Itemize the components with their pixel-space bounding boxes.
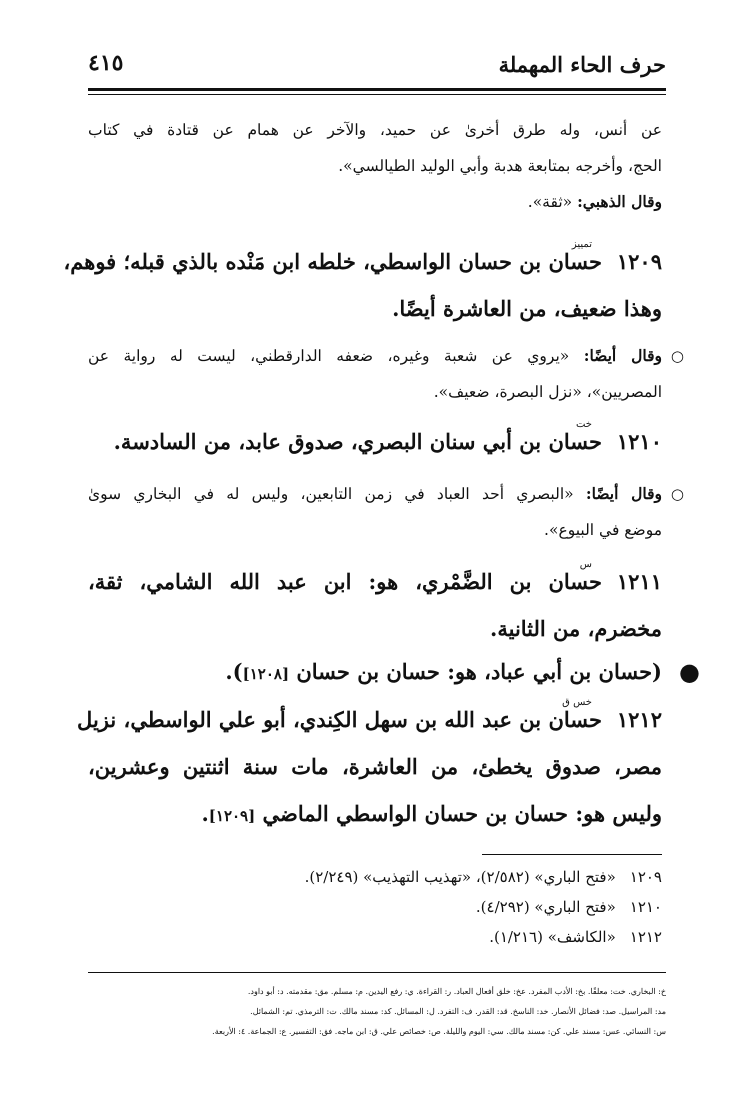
entry-name — [548, 696, 602, 743]
circle-bullet-icon: ○ — [670, 347, 684, 365]
carryover-line: الحج، وأخرجه بمتابعة هدبة وأبي الوليد الطيالسي». — [338, 157, 662, 175]
note-text: «البصري أحد العباد في زمن التابعين، وليس له في البخاري سوىٰ — [88, 485, 574, 503]
circle-bullet-icon: ○ — [670, 485, 684, 503]
note-line: المصريين»، «نزل البصرة، ضعيف». — [433, 383, 662, 401]
header-rule-thick — [88, 88, 666, 91]
entry-line: مصر، صدوق يخطئ، من العاشرة، مات سنة اثنتين وعشرين، — [88, 754, 662, 779]
note-label: وقال أيضًا: — [583, 346, 663, 365]
running-title: حرف الحاء المهملة — [498, 52, 666, 77]
name-text: حسان — [548, 249, 602, 274]
entry-line — [88, 790, 662, 840]
entry-1211 — [88, 558, 662, 652]
entry-text: وليس هو: حسان بن حسان الواسطي الماضي — [262, 801, 662, 826]
cross-reference-number: [١٢٠٨] — [242, 665, 290, 683]
note-label: وقال الذهبي: — [577, 192, 662, 211]
symbols-key-line: س: النسائي. عس: مسند علي. كن: مسند مالك. سي: اليوم والليلة. ص: خصائص علي. ق: ابن ماجه. فق: التفسير. ع: الجماعة. ٤: الأربعة. — [212, 1027, 666, 1036]
footnote-number: ١٢١٢ — [629, 928, 662, 946]
cross-reference-number: [١٢٠٩] — [208, 807, 256, 825]
entry-text: بن عبد الله بن سهل الكِندي، أبو علي الواسطي، نزيل — [77, 707, 542, 732]
footnote-text: «فتح الباري» (٢/٥٨٢)، «تهذيب التهذيب» (٢/٢٤٩). — [304, 868, 616, 886]
symbols-key — [88, 982, 666, 1042]
header-rule-thin — [88, 94, 666, 95]
cross-reference-end: ). — [225, 659, 243, 684]
rumuz-symbol: خس ق — [562, 697, 592, 708]
entry-number: ١٢٠٩ — [616, 249, 662, 274]
carryover-line: عن أنس، وله طرق أخرىٰ عن حميد، والآخر عن همام عن قتادة في كتاب — [88, 121, 662, 139]
rumuz-symbol: تمييز — [571, 239, 592, 250]
entry-number: ١٢١٠ — [616, 429, 662, 454]
name-text: حسان — [548, 569, 603, 594]
footnote-number: ١٢٠٩ — [629, 868, 662, 886]
entry-line: مخضرم، من الثانية. — [490, 616, 662, 641]
footnotes — [88, 862, 662, 952]
entry-text: بن حسان الواسطي، خلطه ابن مَنْده بالذي قبله؛ فوهم، — [63, 249, 542, 274]
footnote-item — [88, 862, 662, 892]
page-number: ٤١٥ — [88, 50, 124, 76]
rumuz-symbol: خت — [575, 419, 592, 430]
entry-end: . — [201, 801, 209, 826]
carryover-paragraph — [88, 112, 662, 220]
footnote-item — [88, 892, 662, 922]
cross-reference-text: (حسان بن أبي عباد، هو: حسان بن حسان — [296, 659, 662, 684]
note-line: موضع في البيوع». — [544, 521, 662, 539]
page-header — [88, 44, 666, 84]
entry-text: بن الضَّمْري، هو: ابن عبد الله الشامي، ثقة، — [88, 569, 532, 594]
entry-1209 — [63, 238, 662, 332]
entry-1212 — [77, 696, 662, 840]
entry-heading — [88, 558, 662, 605]
note-text: «يروي عن شعبة وغيره، ضعفه الدارقطني، ليست له رواية عن — [88, 347, 570, 365]
note-1209 — [88, 338, 684, 410]
rumuz-symbol: س — [579, 559, 593, 570]
footnote-text: «فتح الباري» (٤/٢٩٢). — [475, 898, 616, 916]
note-line — [88, 338, 662, 374]
symbols-key-line: مد: المراسيل. صد: فضائل الأنصار. خد: الناسخ. قد: القدر. ف: التفرد. ل: المسائل. كد: مسند مالك. ت: الترمذي. تم: الشمائل. — [250, 1007, 666, 1016]
entry-heading — [63, 238, 662, 285]
footnote-text: «الكاشف» (١/٢١٦). — [489, 928, 616, 946]
entry-name — [548, 558, 602, 605]
entry-text: بن أبي سنان البصري، صدوق عابد، من السادسة. — [113, 429, 542, 454]
entry-name — [548, 418, 602, 465]
entry-number: ١٢١١ — [616, 569, 663, 594]
entry-1210 — [88, 418, 662, 465]
symbols-key-line: خ: البخاري. خت: معلقًا. بخ: الأدب المفرد. عخ: خلق أفعال العباد. ر: القراءة. ي: رفع اليدين. م: مسلم. مق: مقدمته. د: أبو داود. — [247, 987, 666, 996]
entry-number: ١٢١٢ — [616, 707, 662, 732]
entry-name — [548, 238, 602, 285]
note-label: وقال أيضًا: — [585, 484, 662, 503]
footnote-number: ١٢١٠ — [629, 898, 662, 916]
entry-heading — [77, 696, 662, 743]
dhahabi-note — [88, 184, 662, 220]
name-text: حسان — [548, 429, 602, 454]
dot-bullet-icon: ● — [679, 657, 700, 686]
note-1210 — [88, 476, 684, 548]
entry-line: وهذا ضعيف، من العاشرة أيضًا. — [392, 296, 662, 321]
note-line — [88, 476, 662, 512]
name-text: حسان — [548, 707, 602, 732]
footnote-item — [88, 922, 662, 952]
note-text: «ثقة». — [527, 193, 573, 211]
key-rule — [88, 972, 666, 973]
footnote-rule — [482, 854, 662, 855]
entry-heading — [88, 418, 662, 465]
